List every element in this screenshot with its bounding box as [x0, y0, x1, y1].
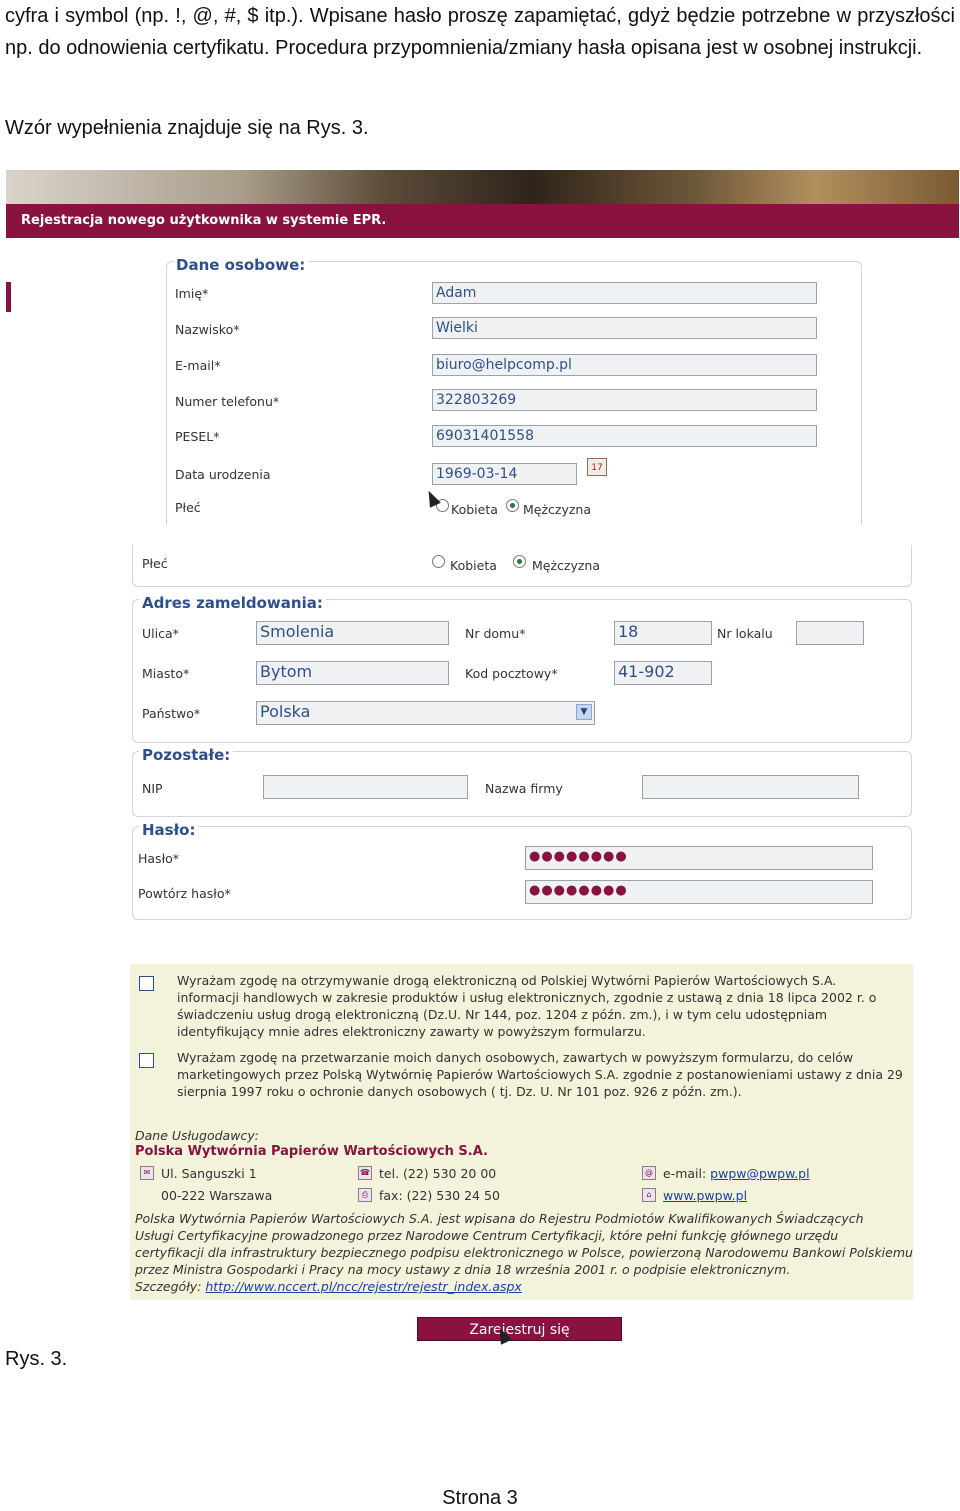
provider-details-row: [135, 1278, 522, 1295]
company-name-label: Nazwa firmy: [485, 781, 563, 796]
registry-link[interactable]: http://www.nccert.pl/ncc/rejestr/rejestr_index.aspx: [205, 1279, 522, 1294]
flat-number-label: Nr lokalu: [717, 626, 773, 641]
company-name-input[interactable]: [642, 775, 859, 799]
password-input[interactable]: ●●●●●●●●: [525, 846, 873, 870]
consent1-line4: identyfikujący mnie adres elektroniczny zawarty w powyższym formularzu.: [177, 1024, 646, 1039]
password-legend: Hasło:: [139, 821, 198, 839]
country-select-value: Polska: [260, 702, 311, 721]
gender-female-label: Kobieta: [450, 558, 497, 573]
side-accent: [6, 282, 11, 312]
country-select[interactable]: [256, 701, 595, 725]
gender-female-label: Kobieta: [451, 502, 498, 517]
city-input[interactable]: Bytom: [256, 661, 449, 685]
provider-note-line1: Polska Wytwórnia Papierów Wartościowych S.A. jest wpisana do Rejestru Podmiotów Kwalifikowanych Świadczących: [135, 1211, 864, 1226]
nip-label: NIP: [142, 781, 163, 796]
first-name-label: Imię*: [175, 286, 209, 301]
country-label: Państwo*: [142, 706, 201, 721]
house-number-label: Nr domu*: [465, 626, 526, 641]
provider-heading: Dane Usługodawcy:: [135, 1128, 259, 1143]
consent-and-provider-panel: [130, 964, 913, 1300]
home-icon: ⌂: [642, 1188, 656, 1202]
gender-male-label: Mężczyzna: [523, 502, 592, 517]
pesel-label: PESEL*: [175, 429, 220, 444]
phone-input[interactable]: 322803269: [432, 389, 817, 411]
header-banner-image: [6, 170, 959, 204]
repeat-password-input[interactable]: ●●●●●●●●: [525, 880, 873, 904]
calendar-icon[interactable]: 17: [587, 458, 607, 476]
figure-label: Rys. 3.: [5, 1348, 68, 1370]
chevron-down-icon[interactable]: ▼: [576, 704, 592, 720]
other-legend: Pozostałe:: [139, 746, 233, 764]
gender-label: Płeć: [142, 556, 168, 571]
nip-input[interactable]: [263, 775, 468, 799]
postal-code-input[interactable]: 41-902: [614, 661, 712, 685]
gender-male-radio[interactable]: [506, 499, 519, 512]
email-input[interactable]: biuro@helpcomp.pl: [432, 354, 817, 376]
street-label: Ulica*: [142, 626, 179, 641]
provider-email-row: [663, 1165, 810, 1182]
page-number: Strona 3: [442, 1487, 518, 1509]
consent2-line3: sierpnia 1997 roku o ochronie danych osobowych ( tj. Dz. U. Nr 101 poz. 926 z późn. zm.).: [177, 1084, 742, 1099]
provider-city: 00-222 Warszawa: [161, 1188, 273, 1203]
address-icon: ✉: [140, 1166, 154, 1180]
email-icon: @: [642, 1166, 656, 1180]
provider-www-link[interactable]: www.pwpw.pl: [663, 1188, 748, 1203]
provider-street: Ul. Sanguszki 1: [161, 1166, 257, 1181]
repeat-password-label: Powtórz hasło*: [138, 886, 231, 901]
phone-icon: ☎: [358, 1166, 372, 1180]
first-name-input[interactable]: Adam: [432, 282, 817, 304]
figure-reference-text: Wzór wypełnienia znajduje się na Rys. 3.: [5, 117, 369, 139]
gender-label: Płeć: [175, 500, 201, 515]
marketing-email-consent-checkbox[interactable]: [139, 976, 154, 991]
postal-code-label: Kod pocztowy*: [465, 666, 558, 681]
consent1-line3: świadczeniu usług drogą elektroniczną (Dz.U. Nr 144, poz. 1204 z późn. zm.), i w tym celu udostępniam: [177, 1007, 828, 1022]
email-prefix: e-mail:: [663, 1166, 711, 1181]
flat-number-input[interactable]: [796, 621, 864, 645]
city-label: Miasto*: [142, 666, 190, 681]
provider-name: Polska Wytwórnia Papierów Wartościowych S.A.: [135, 1144, 488, 1159]
phone-label: Numer telefonu*: [175, 394, 280, 409]
last-name-input[interactable]: Wielki: [432, 317, 817, 339]
consent2-line2: marketingowych przez Polską Wytwórnię Papierów Wartościowych S.A. zgodnie z postanowieniami ustawy z dnia 29: [177, 1067, 903, 1082]
intro-paragraph: cyfra i symbol (np. !, @, #, $ itp.). Wpisane hasło proszę zapamiętać, gdyż będzie potrzebne w przyszłości np. do odnowienia certyfikatu. Procedura przypomnienia/zmiany hasła opisana jest w osobnej instrukcji.: [5, 5, 955, 59]
provider-note-line2: Usługi Certyfikacyjne prowadzonego przez Narodowe Centrum Certyfikacji, które pełni funkcję głównego urzędu: [135, 1228, 839, 1243]
password-fieldset: [132, 821, 912, 920]
fax-icon: ⎙: [358, 1188, 372, 1202]
consent2-line1: Wyrażam zgodę na przetwarzanie moich danych osobowych, zawartych w powyższym formularzu, do celów: [177, 1050, 854, 1065]
house-number-input[interactable]: 18: [614, 621, 712, 645]
consent1-line1: Wyrażam zgodę na otrzymywanie drogą elektroniczną od Polskiej Wytwórni Papierów Wartościowych S.A.: [177, 973, 837, 988]
registration-screenshot-bottom: [130, 545, 912, 925]
gender-female-radio[interactable]: [432, 555, 445, 568]
street-input[interactable]: Smolenia: [256, 621, 449, 645]
password-label: Hasło*: [138, 851, 180, 866]
email-label: E-mail*: [175, 358, 221, 373]
registration-title-bar: Rejestracja nowego użytkownika w systemie EPR.: [6, 204, 959, 238]
provider-fax: fax: (22) 530 24 50: [379, 1188, 500, 1203]
birth-date-label: Data urodzenia: [175, 467, 271, 482]
consent1-line2: informacji handlowych w zakresie produktów i usług elektronicznych, zgodnie z ustawą z dnia 18 lipca 2002 r. o: [177, 990, 877, 1005]
data-processing-consent-checkbox[interactable]: [139, 1053, 154, 1068]
last-name-label: Nazwisko*: [175, 322, 240, 337]
pesel-input[interactable]: 69031401558: [432, 425, 817, 447]
registration-screenshot-top: [6, 170, 959, 525]
provider-note-line3: certyfikacji dla infrastruktury bezpiecznego podpisu elektronicznego w Polsce, powierzoną Narodowemu Bankowi Polskiemu: [135, 1245, 913, 1260]
details-prefix: Szczegóły:: [135, 1279, 206, 1294]
birth-date-input[interactable]: 1969-03-14: [432, 463, 577, 485]
provider-email-link[interactable]: pwpw@pwpw.pl: [710, 1166, 810, 1181]
provider-tel: tel. (22) 530 20 00: [379, 1166, 497, 1181]
gender-male-label: Mężczyzna: [532, 558, 601, 573]
address-legend: Adres zameldowania:: [139, 594, 326, 612]
gender-male-radio[interactable]: [513, 555, 526, 568]
personal-data-legend: Dane osobowe:: [173, 256, 308, 274]
register-button[interactable]: Zarejestruj się: [417, 1317, 622, 1341]
provider-note-line4: przez Ministra Gospodarki i Pracy na mocy ustawy z dnia 18 września 2001 r. o podpisie elektronicznym.: [135, 1262, 791, 1277]
